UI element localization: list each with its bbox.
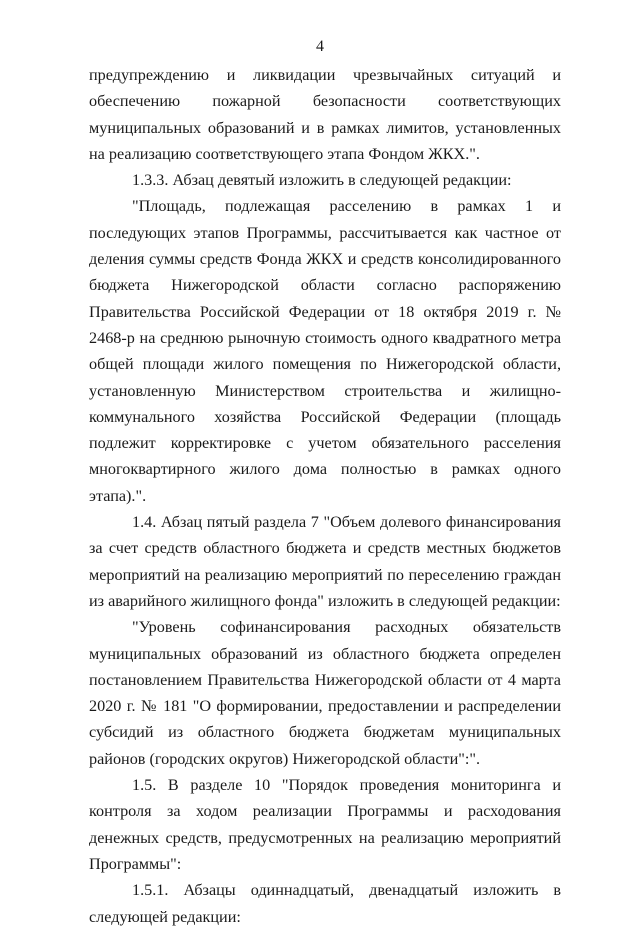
paragraph-item-1-5: 1.5. В разделе 10 "Порядок проведения мониторинга и контроля за ходом реализации Программы и расходования денежных средств, предусмотренных на реализацию мероприятий Программы": <box>89 776 561 873</box>
page-number: 4 <box>316 38 324 55</box>
paragraph-item-1-4: 1.4. Абзац пятый раздела 7 "Объем долевого финансирования за счет средств областного бюджета и средств местных бюджетов мероприятий на реализацию мероприятий по переселению граждан из аварийного жилищного фонда" изложить в следующей редакции: <box>89 513 561 610</box>
paragraph-quote-area: "Площадь, подлежащая расселению в рамках 1 и последующих этапов Программы, рассчитывается как частное от деления суммы средств Фонда ЖКХ и средств консолидированного бюджета Нижегородской области согласно распоряжению Правительства Российской Федерации от 18 октября 2019 г. № 2468-р на среднюю рыночную стоимость одного квадратного метра общей площади жилого помещения по Нижегородской области, установленную Министерством строительства и жилищно-коммунального хозяйства Российской Федерации (площадь подлежит корректировке с учетом обязательного расселения многоквартирного жилого дома полностью в рамках одного этапа).". <box>89 197 561 505</box>
paragraph-continuation: предупреждению и ликвидации чрезвычайных ситуаций и обеспечению пожарной безопасности соответствующих муниципальных образований и в рамках лимитов, установленных на реализацию соответствующего этапа Фондом ЖКХ.". <box>89 66 561 163</box>
paragraph-item-1-5-1: 1.5.1. Абзацы одиннадцатый, двенадцатый изложить в следующей редакции: <box>89 881 561 926</box>
paragraph-item-1-3-3: 1.3.3. Абзац девятый изложить в следующей редакции: <box>132 171 512 190</box>
paragraph-quote-cofinancing: "Уровень софинансирования расходных обязательств муниципальных образований из областного бюджета определен постановлением Правительства Нижегородской области от 4 марта 2020 г. № 181 "О формировании, предоставлении и распределении субсидий из областного бюджета бюджетам муниципальных районов (городских округов) Нижегородской области":". <box>89 618 561 768</box>
document-body <box>89 62 561 930</box>
